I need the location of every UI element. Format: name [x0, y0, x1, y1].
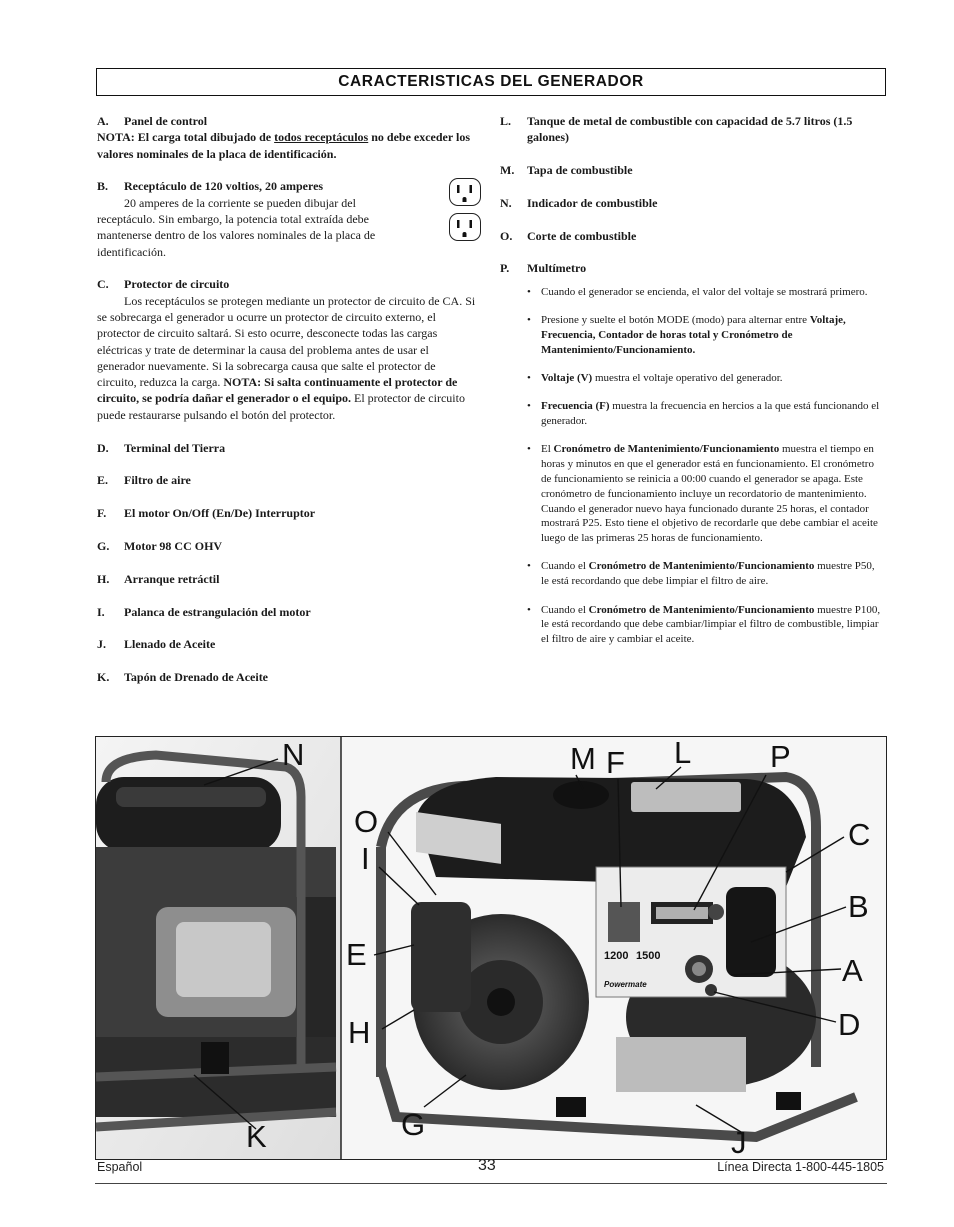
generator-illustration: [96, 737, 887, 1160]
label-h: H: [348, 1015, 371, 1050]
footer-divider: [95, 1183, 887, 1184]
item-f: F. El motor On/Off (En/De) Interruptor: [97, 506, 316, 521]
bullet-voltage-first: • Cuando el generador se encienda, el valor del voltaje se mostrará primero.: [527, 285, 882, 300]
bullet-run-timer: • El Cronómetro de Mantenimiento/Funcionamiento muestra el tiempo en horas y minutos en que el generador está en funcionamiento. El cronómetro de funcionamiento se reinicia a 00:00 cuando el generador se apaga. Este cronómetro de funcionamiento incluye un recordatorio de mantenimiento. Cuando el generador nuevo haya funcionado durante 25 horas, el contador mostrará P25. Esto tiene el objetivo de recordarle que debe cambiar el aceite luego de las primeras 25 horas de funcionamiento.: [527, 442, 882, 546]
item-p: P. Multímetro: [500, 261, 587, 276]
label-o: O: [354, 804, 379, 839]
section-title-box: [96, 68, 886, 96]
item-h: H. Arranque retráctil: [97, 571, 220, 586]
label-e: E: [346, 937, 367, 972]
page-number: 33: [478, 1157, 496, 1174]
item-b-block: [97, 178, 477, 259]
outlet-icon: [449, 178, 481, 206]
item-n: N. Indicador de combustible: [500, 195, 658, 210]
panel-rating-2: 1500: [636, 950, 661, 962]
item-g: G. Motor 98 CC OHV: [97, 538, 223, 553]
item-e: E. Filtro de aire: [97, 473, 191, 488]
item-b: B. Receptáculo de 120 voltios, 20 amperes: [97, 179, 324, 194]
bullet-voltage: • Voltaje (V) muestra el voltaje operativo del generador.: [527, 371, 882, 386]
right-column: [500, 113, 890, 660]
footer-language: Español: [97, 1160, 143, 1174]
label-b: B: [848, 889, 869, 924]
receptacle-illustration: [449, 178, 483, 248]
label-d: D: [838, 1007, 861, 1042]
label-f: F: [606, 745, 625, 780]
item-a: A. Panel de control: [97, 114, 208, 128]
bullet-p50: • Cuando el Cronómetro de Mantenimiento/Funcionamiento muestre P50, le está recordando que debe limpiar el filtro de aire.: [527, 559, 882, 589]
item-m: M. Tapa de combustible: [500, 163, 633, 178]
item-c-body: Los receptáculos se protegen mediante un protector de circuito de CA. Si se sobrecarga el generador u ocurre un protector de circuito externo, el protector de circuito saltará. Si esto ocurre, desconecte todas las cargas eléctricas y trate de determinar la causa del problema antes de usar el generador nuevamente. Si la sobrecarga causa que salte el protector de circuito, reduzca la carga. NOTA: Si salta continuamente el protector de circuito, se podría dañar el generador o el equipo. El protector de circuito puede restaurarse pulsando el botón del protector.: [97, 293, 476, 422]
item-a-note: NOTA: El carga total dibujado de todos receptáculos no debe exceder los valores nominales de la placa de identificación.: [97, 130, 470, 161]
item-o: O. Corte de combustible: [500, 228, 637, 243]
bullet-p100: • Cuando el Cronómetro de Mantenimiento/Funcionamiento muestre P100, le está recordando que debe cambiar/limpiar el filtro de combustible, limpiar el filtro de aire y cambiar el aceite.: [527, 603, 882, 647]
item-k: K. Tapón de Drenado de Aceite: [97, 670, 269, 685]
label-k: K: [246, 1119, 267, 1154]
label-a: A: [842, 953, 863, 988]
section-title: CARACTERISTICAS DEL GENERADOR: [338, 73, 644, 90]
item-c: C. Protector de circuito: [97, 277, 230, 292]
item-j: J. Llenado de Aceite: [97, 637, 216, 652]
label-i: I: [361, 841, 370, 876]
item-d: D. Terminal del Tierra: [97, 440, 226, 455]
label-c: C: [848, 817, 871, 852]
bullet-mode-button: • Presione y suelte el botón MODE (modo) para alternar entre Voltaje, Frecuencia, Contador de horas total y Cronómetro de Mantenimiento/Funcionamiento.: [527, 313, 882, 357]
item-b-body: 20 amperes de la corriente se pueden dibujar del receptáculo. Sin embargo, la potencia total extraída debe mantenerse dentro de los valores nominales de la placa de identificación.: [97, 195, 376, 259]
footer-hotline: Línea Directa 1-800-445-1805: [717, 1160, 884, 1174]
item-l: L. Tanque de metal de combustible con capacidad de 5.7 litros (1.5 galones): [500, 114, 853, 145]
outlet-icon: [449, 213, 481, 241]
label-l: L: [674, 737, 692, 770]
label-p: P: [770, 739, 791, 774]
label-m: M: [570, 741, 596, 776]
panel-rating-1: 1200: [604, 950, 629, 962]
generator-photo-panel: [95, 736, 887, 1160]
generator-side-view: [96, 755, 336, 1127]
item-i: I. Palanca de estrangulación del motor: [97, 604, 311, 619]
label-g: G: [401, 1107, 426, 1142]
multimeter-bullets: [527, 285, 882, 647]
label-j: J: [731, 1125, 747, 1160]
left-column: [97, 113, 477, 685]
label-n: N: [282, 737, 305, 772]
bullet-frequency: • Frecuencia (F) muestra la frecuencia en hercios a la que está funcionando el generador.: [527, 399, 882, 429]
panel-brand: Powermate: [604, 980, 647, 989]
